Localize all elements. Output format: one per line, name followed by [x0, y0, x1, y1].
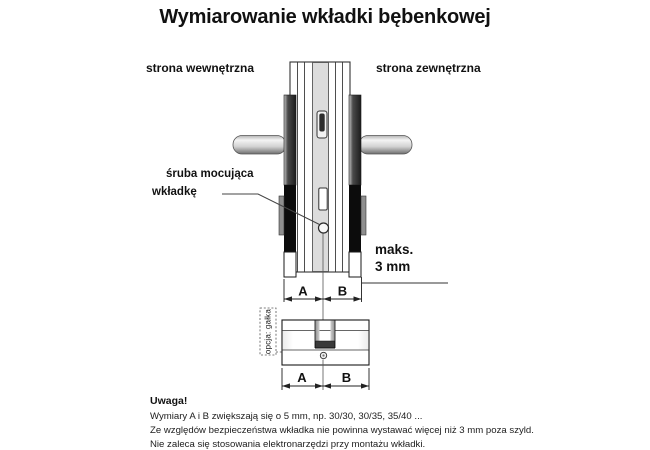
- cam: [316, 341, 335, 348]
- warning-line-3: Nie zaleca się stosowania elektronarzędzi przy montażu wkładki.: [150, 439, 426, 450]
- screw-label-line2: wkładkę: [152, 186, 197, 198]
- warning-heading: Uwaga!: [150, 395, 188, 407]
- screw-channel-slot: [319, 188, 327, 210]
- outer-handle: [359, 136, 412, 155]
- keyway-slot-core: [319, 114, 324, 132]
- inner-side-label: strona wewnętrzna: [146, 61, 255, 75]
- fixing-screw: [319, 223, 329, 233]
- main-cross-section: [222, 62, 448, 341]
- cam-notch-wall: [331, 321, 336, 342]
- cylinder-channel: [313, 63, 329, 272]
- dim-label-b-main: B: [337, 283, 348, 299]
- max-note-line1: maks.: [375, 242, 414, 257]
- page-title: Wymiarowanie wkładki bębenkowej: [159, 6, 491, 28]
- dim-arrow: [354, 296, 362, 301]
- inner-fixing-tab: [279, 196, 284, 235]
- cylinder-profile-figure: [260, 308, 369, 390]
- dim-arrow: [315, 296, 323, 301]
- outer-cylinder-end: [349, 252, 361, 277]
- warning-note: [150, 395, 610, 450]
- knob-option-label: opcja: gałka: [263, 308, 273, 355]
- inner-handle: [233, 136, 286, 155]
- dim-label-a-profile: A: [297, 370, 307, 385]
- profile-fixing-screw-center: [322, 354, 324, 356]
- dim-arrow: [284, 296, 292, 301]
- dim-arrow: [315, 383, 323, 388]
- inner-cylinder-housing: [284, 185, 296, 252]
- outer-fixing-tab: [361, 196, 366, 235]
- outer-cylinder-housing: [349, 185, 361, 252]
- warning-line-2: Ze względów bezpieczeństwa wkładka nie powinna wystawać więcej niż 3 mm poza szyld.: [150, 425, 534, 436]
- dim-arrow: [323, 383, 331, 388]
- dim-label-a-main: A: [298, 283, 308, 299]
- dim-arrow: [361, 383, 369, 388]
- dim-arrow: [282, 383, 290, 388]
- inner-cylinder-end: [284, 252, 296, 277]
- screw-label-line1: śruba mocująca: [166, 168, 254, 180]
- outer-escutcheon: [349, 95, 361, 185]
- max-note-line2: 3 mm: [375, 259, 411, 274]
- dim-label-b-profile: B: [341, 370, 352, 385]
- warning-line-1: Wymiary A i B zwiększają się o 5 mm, np. 30/30, 30/35, 35/40 ...: [150, 411, 423, 422]
- inner-escutcheon: [284, 95, 296, 185]
- dim-arrow: [323, 296, 331, 301]
- outer-side-label: strona zewnętrzna: [376, 61, 481, 75]
- cam-notch-wall: [315, 321, 320, 342]
